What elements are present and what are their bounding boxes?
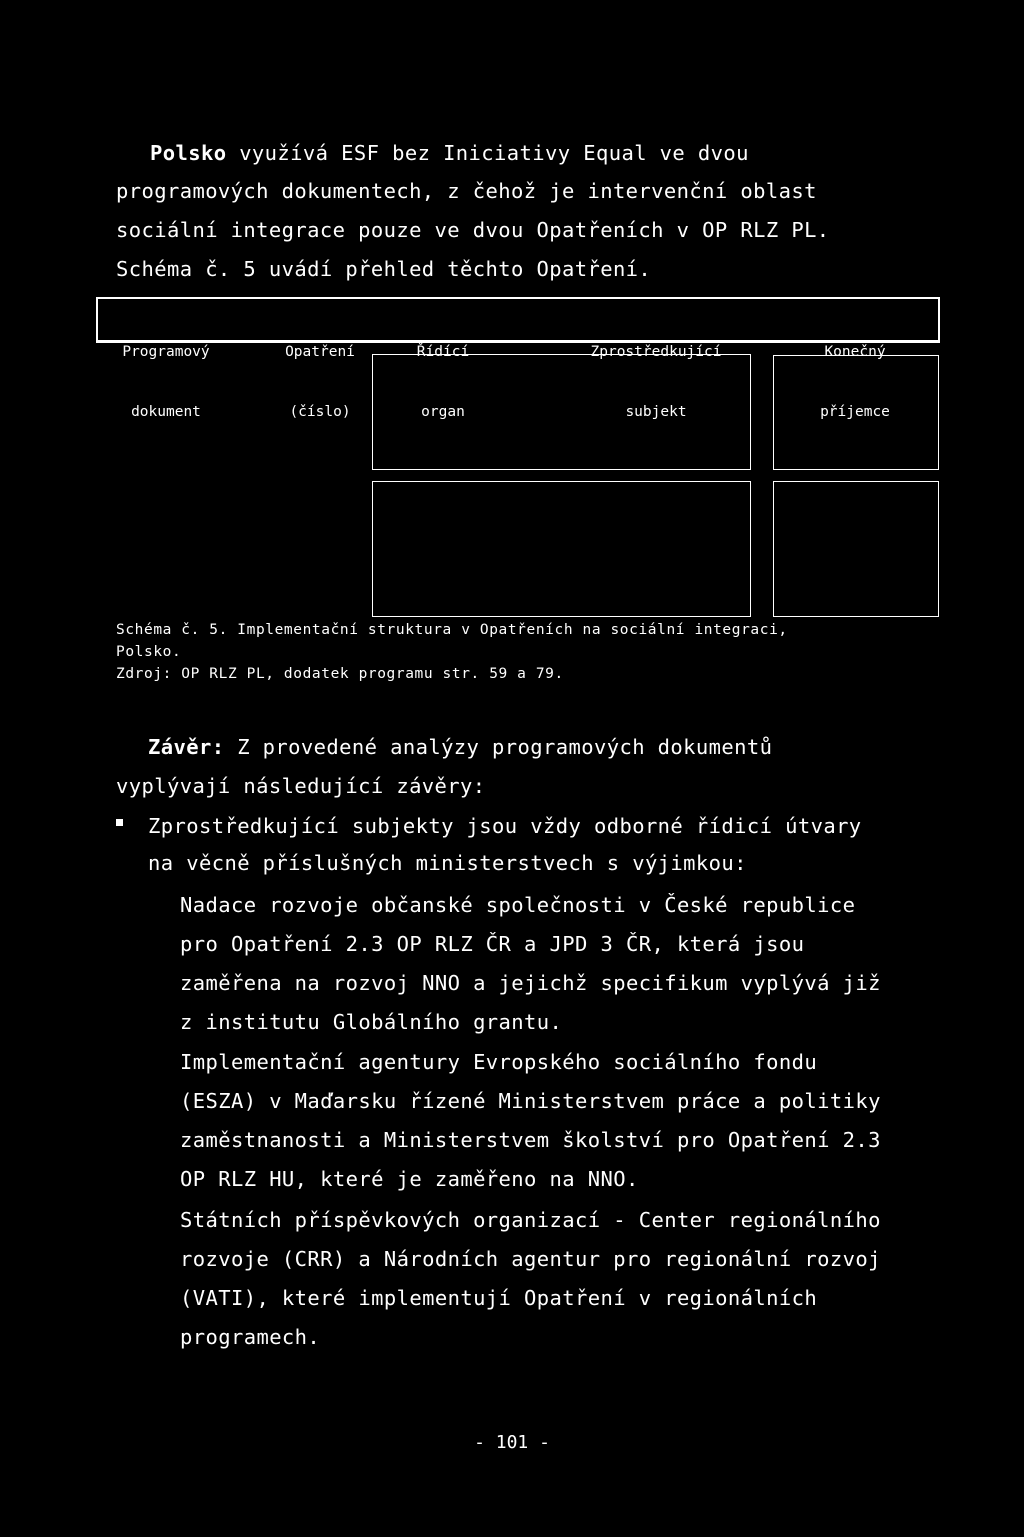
header-label-line-1: Zprostředkující <box>590 344 722 360</box>
header-label-line-1: Opatření <box>285 344 355 360</box>
page-number: - 101 - <box>474 1432 550 1453</box>
exception-2-line-3: zaměstnanosti a Ministerstvem školství pro Opatření 2.3 <box>180 1128 881 1152</box>
bullet-line-1: Zprostředkující subjekty jsou vždy odborné řídicí útvary <box>148 814 862 838</box>
scheme-header-measure <box>255 302 385 442</box>
exception-1-line-2: pro Opatření 2.3 OP RLZ ČR a JPD 3 ČR, která jsou <box>180 932 805 956</box>
exception-3-line-2: rozvoje (CRR) a Národních agentur pro regionální rozvoj <box>180 1247 881 1271</box>
country-name-bold: Polsko <box>150 141 227 165</box>
exception-2-line-1: Implementační agentury Evropského sociálního fondu <box>180 1050 818 1074</box>
exception-1-line-3: zaměřena na rozvoj NNO a jejichž specifikum vyplývá již <box>180 971 881 995</box>
exception-1-line-4: z institutu Globálního grantu. <box>180 1010 563 1034</box>
exception-3-line-4: programech. <box>180 1325 321 1349</box>
scheme-box-row1-intermediate <box>372 354 751 470</box>
header-label-line-1: Konečný <box>824 344 886 360</box>
scheme-header-program-doc <box>100 302 232 442</box>
conclusion-line-1-text: Z provedené analýzy programových dokumentů <box>224 735 773 759</box>
header-label-line-2: příjemce <box>820 404 890 420</box>
scheme-box-row1-beneficiary <box>773 355 939 470</box>
bullet-line-2: na věcně příslušných ministerstvech s výjimkou: <box>148 851 747 875</box>
scheme-box-row2-intermediate <box>372 481 751 617</box>
intro-line-1-text: využívá ESF bez Iniciativy Equal ve dvou <box>226 141 749 165</box>
header-label-line-2: dokument <box>131 404 201 420</box>
intro-line-2: programových dokumentech, z čehož je intervenční oblast <box>116 179 817 203</box>
conclusion-line-2: vyplývají následující závěry: <box>116 774 486 798</box>
exception-3-line-3: (VATI), které implementují Opatření v regionálních <box>180 1286 818 1310</box>
header-label-line-2: (číslo) <box>289 404 351 420</box>
conclusion-line-1 <box>148 735 772 759</box>
scheme-caption-line-2: Polsko. <box>116 644 182 660</box>
exception-3-line-1: Státních příspěvkových organizací - Center regionálního <box>180 1208 881 1232</box>
scheme-box-row2-beneficiary <box>773 481 939 617</box>
scheme-source: Zdroj: OP RLZ PL, dodatek programu str. 59 a 79. <box>116 666 564 682</box>
header-label-line-1: Řídící <box>416 344 470 360</box>
intro-line-3: sociální integrace pouze ve dvou Opatřeních v OP RLZ PL. <box>116 218 830 242</box>
exception-2-line-4: OP RLZ HU, které je zaměřeno na NNO. <box>180 1167 639 1191</box>
bullet-icon <box>116 819 123 826</box>
conclusion-label: Závěr: <box>148 735 225 759</box>
header-label-line-2: subjekt <box>625 404 687 420</box>
intro-line-1 <box>150 141 749 165</box>
header-label-line-2: organ <box>421 404 465 420</box>
header-label-line-1: Programový <box>122 344 210 360</box>
scheme-caption-line-1: Schéma č. 5. Implementační struktura v Opatřeních na sociální integraci, <box>116 622 788 638</box>
exception-1-line-1: Nadace rozvoje občanské společnosti v České republice <box>180 893 856 917</box>
exception-2-line-2: (ESZA) v Maďarsku řízené Ministerstvem práce a politiky <box>180 1089 881 1113</box>
intro-line-4: Schéma č. 5 uvádí přehled těchto Opatření. <box>116 257 652 281</box>
